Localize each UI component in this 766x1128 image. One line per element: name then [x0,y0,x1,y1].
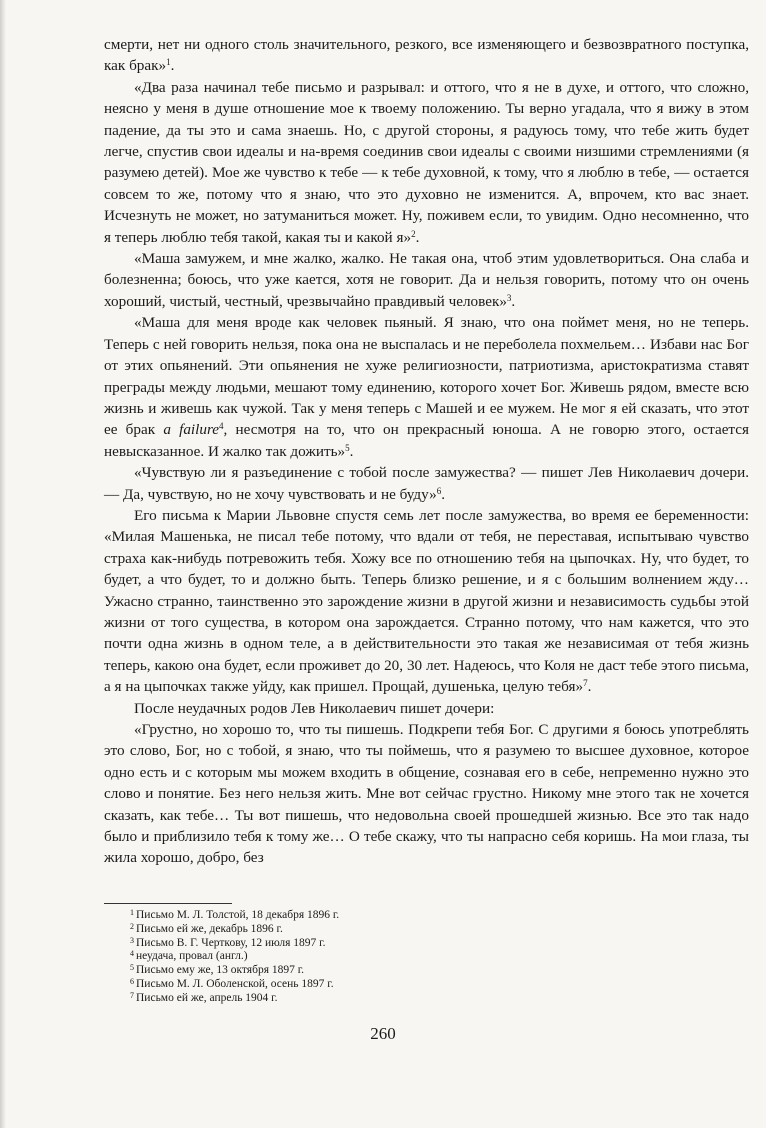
page-edge [0,0,6,1128]
footnote-item: 5 Письмо ему же, 13 октября 1897 г. [130,963,305,977]
paragraph-2: «Два раза начинал тебе письмо и разрывал: и оттого, что я не в духе, и оттого, что сложно, неясно у меня в душе отношение мое к твоему положению. Ты верно угадала, что я вижу в этом падение, да ты это и сама знаешь. Но, с другой стороны, я радуюсь тому, что тебе жить будет легче, спустив свои идеалы и на-время соединив свои идеалы с своими низшими стремлениями (я разумею детей). Мое же чувство к тебе — к тебе духовной, к тому, что я люблю в тебе, — остается совсем то же, потому что я знаю, что это духовно не изменится. А, впрочем, кто вас знает. Исчезнуть не может, но затуманиться может. Ну, поживем если, то увидим. Одно несомненно, что я теперь люблю тебя такой, какая ты и какой я»$^2$. [104,78,749,246]
italic-phrase: a failure [163,421,220,439]
footnote-divider [104,903,232,904]
paragraph-7: После неудачных родов Лев Николаевич пишет дочери: [134,699,495,717]
main-text [104,34,749,869]
paragraph-6: Его письма к Марии Львовне спустя семь лет после замужества, во время ее беременности: «Милая Машенька, не писал тебе потому, что вдали от тебя, не переставая, испытываю чувство страха как-нибудь потревожить тебя. Хожу все по отношению тебя на цыпочках. Ну, что будет, то будет, а что будет, то и должно быть. Теперь близко решение, и я с большим волнением жду… Ужасно странно, таинственно это зарождение жизни в другой жизни и независимость судьбы этой жизни от того существа, в котором она зарождается. Странно потому, что нам кажется, что это почти одна жизнь в одном теле, а в действительности это такая же независимая от тебя жизнь теперь, какою она будет, если проживет до 20, 30 лет. Надеюсь, что Коля не даст тебе этого письма, а я на цыпочках также уйду, как пришел. Прощай, душенька, целую тебя»$^7$. [104,506,749,696]
footnote-item: 4 неудача, провал (англ.) [130,949,248,963]
paragraph-5: «Чувствую ли я разъединение с тобой после замужества? — пишет Лев Николаевич дочери. — Да, чувствую, но не хочу чувствовать и не буду»$^6$. [104,464,749,503]
footnote-item: 6 Письмо М. Л. Оболенской, осень 1897 г. [130,976,334,990]
page-number: 260 [370,1024,396,1043]
footnote-item: 3 Письмо В. Г. Черткову, 12 июля 1897 г. [130,935,326,949]
paragraph-4: «Маша для меня вроде как человек пьяный. Я знаю, что она поймет меня, но не теперь. Теперь с ней говорить нельзя, пока она не выспалась и не переболела похмельем… Избави нас Бог от этих опьянений. Эти опьянения не хуже религиозности, патриотизма, аристократизма ставят преграды между людьми, мешают тому единению, которого хочет Бог. Живешь рядом, вместе всю жизнь и живешь как чужой. Так у меня теперь с Машей и ее мужем. Не мог я ей сказать, что этот ее брак a failure$^4$, несмотря на то, что он прекрасный юноша. А не говорю этого, остается невысказанное. И жалко так дожить»$^5$. [104,314,749,460]
footnote-item: 1 Письмо М. Л. Толстой, 18 декабря 1896 г. [130,908,340,921]
footnote-item: 7 Письмо ей же, апрель 1904 г. [130,990,278,1004]
paragraph-8: «Грустно, но хорошо то, что ты пишешь. Подкрепи тебя Бог. С другими я боюсь употреблять это слово, Бог, но с тобой, я знаю, что ты поймешь, что я разумею то высшее духовное, которое одно есть и с которым мы можем входить в общение, сознавая его в себе, непременно нужно это слово и понятие. Без него нельзя жить. Мне вот сейчас грустно. Никому мне этого так не хочется сказать, как тебе… Ты вот пишешь, что недовольна своей прошедшей жизнью. Все это так надо было и приблизило тебя к тому же… О тебе скажу, что ты напрасно себя коришь. На мои глаза, ты жила хорошо, добро, без [104,721,749,867]
paragraph-3: «Маша замужем, и мне жалко, жалко. Не такая она, чтоб этим удовлетвориться. Она слаба и болезненна; боюсь, что уже кается, хотя не говорит. Да и нельзя говорить, потому что он очень хороший, чистый, честный, чрезвычайно правдивый человек»$^3$. [104,250,749,310]
paragraph-1: смерти, нет ни одного столь значительного, резкого, все изменяющего и безвозвратного поступка, как брак»$^1$. [104,36,749,75]
footnote-item: 2 Письмо ей же, декабрь 1896 г. [130,921,283,935]
footnotes [104,903,749,1006]
